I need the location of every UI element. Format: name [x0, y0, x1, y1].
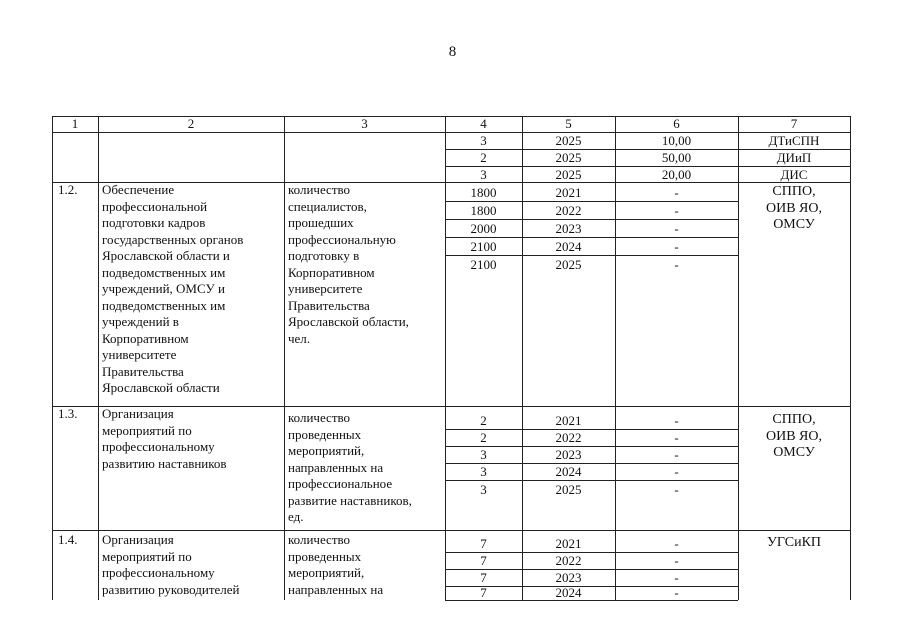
- table-cell: 2022: [555, 203, 582, 218]
- table-cell: 7: [480, 553, 487, 568]
- executor-text: СППО, ОИВ ЯО, ОМСУ: [765, 184, 822, 232]
- table-cell: 2: [480, 430, 487, 445]
- table-cell: -: [674, 585, 679, 600]
- table-cell: -: [674, 553, 679, 568]
- table-cell: 2021: [555, 413, 582, 428]
- table-cell: -: [674, 464, 679, 479]
- table-cell: 3: [480, 167, 487, 182]
- table-cell: 2000: [470, 221, 497, 236]
- table-cell: 2025: [555, 167, 582, 182]
- table-cell: 20,00: [661, 167, 692, 182]
- table-cell: 3: [480, 464, 487, 479]
- table-cell: 2022: [555, 430, 582, 445]
- indicator-text: количество проведенных мероприятий, направленных на профессиональное развитие наставников, ед.: [288, 410, 412, 524]
- indicator-text: количество специалистов, прошедших профессиональную подготовку в Корпоративном университете Правительства Ярославской области, чел.: [288, 182, 409, 346]
- table-cell: 2024: [555, 585, 582, 600]
- column-divider: [284, 116, 285, 600]
- measure-text: Организация мероприятий по профессиональному развитию руководителей: [102, 532, 240, 597]
- table-cell: -: [674, 536, 679, 551]
- table-border-left: [52, 116, 53, 600]
- row-number: 1.4.: [58, 532, 78, 547]
- program-table: [52, 116, 850, 600]
- table-cell: 2: [480, 413, 487, 428]
- table-border-right: [850, 116, 851, 600]
- table-cell: 1800: [470, 185, 497, 200]
- table-cell: 2025: [555, 133, 582, 148]
- table-cell: -: [674, 570, 679, 585]
- row-number: 1.3.: [58, 406, 78, 421]
- table-cell: 2100: [470, 239, 497, 254]
- table-cell: 2024: [555, 239, 582, 254]
- table-cell: 2100: [470, 257, 497, 272]
- table-cell: 2025: [555, 257, 582, 272]
- table-cell: 2022: [555, 553, 582, 568]
- table-cell: 2021: [555, 185, 582, 200]
- table-cell: -: [674, 203, 679, 218]
- table-cell: 3: [480, 447, 487, 462]
- table-cell: 2024: [555, 464, 582, 479]
- table-cell: 1800: [470, 203, 497, 218]
- table-cell: 7: [480, 570, 487, 585]
- measure-text: Обеспечение профессиональной подготовки кадров государственных органов Ярославской области и подведомственных им учреждений, ОМСУ и подведомственных им учреждений в Корпоративном университете Правительства Ярославской области: [102, 182, 244, 395]
- table-cell: ДТиСПН: [768, 133, 820, 148]
- table-cell: ДИС: [780, 167, 808, 182]
- row-number: 1.2.: [58, 182, 78, 197]
- table-cell: 7: [480, 585, 487, 600]
- table-cell: ДИиП: [776, 150, 812, 165]
- column-header: 4: [480, 116, 487, 131]
- table-cell: -: [674, 221, 679, 236]
- table-cell: 3: [480, 482, 487, 497]
- column-header: 2: [187, 116, 195, 131]
- table-cell: -: [674, 430, 679, 445]
- table-cell: 2023: [555, 221, 582, 236]
- executor-text: СППО, ОИВ ЯО, ОМСУ: [765, 412, 822, 460]
- table-cell: 10,00: [661, 133, 692, 148]
- table-cell: 2021: [555, 536, 582, 551]
- table-cell: 2023: [555, 447, 582, 462]
- indicator-text: количество проведенных мероприятий, направленных на: [288, 532, 384, 597]
- page-number: 8: [448, 44, 457, 60]
- table-cell: 2025: [555, 150, 582, 165]
- table-cell: -: [674, 185, 679, 200]
- column-header: 1: [71, 116, 79, 131]
- table-cell: -: [674, 447, 679, 462]
- table-cell: 2025: [555, 482, 582, 497]
- column-divider: [98, 116, 99, 600]
- column-header: 7: [790, 116, 798, 131]
- measure-text: Организация мероприятий по профессиональному развитию наставников: [102, 406, 227, 471]
- table-cell: 50,00: [661, 150, 692, 165]
- table-cell: 2023: [555, 570, 582, 585]
- row-divider: [52, 530, 850, 531]
- table-cell: -: [674, 482, 679, 497]
- table-cell: 7: [480, 536, 487, 551]
- subrow-divider: [445, 600, 738, 601]
- table-cell: -: [674, 257, 679, 272]
- table-cell: 2: [480, 150, 487, 165]
- table-cell: -: [674, 413, 679, 428]
- column-header: 6: [673, 116, 680, 131]
- table-cell: -: [674, 239, 679, 254]
- table-cell: 3: [480, 133, 487, 148]
- column-header: 3: [361, 116, 368, 131]
- column-header: 5: [565, 116, 572, 131]
- executor-text: УГСиКП: [766, 535, 822, 550]
